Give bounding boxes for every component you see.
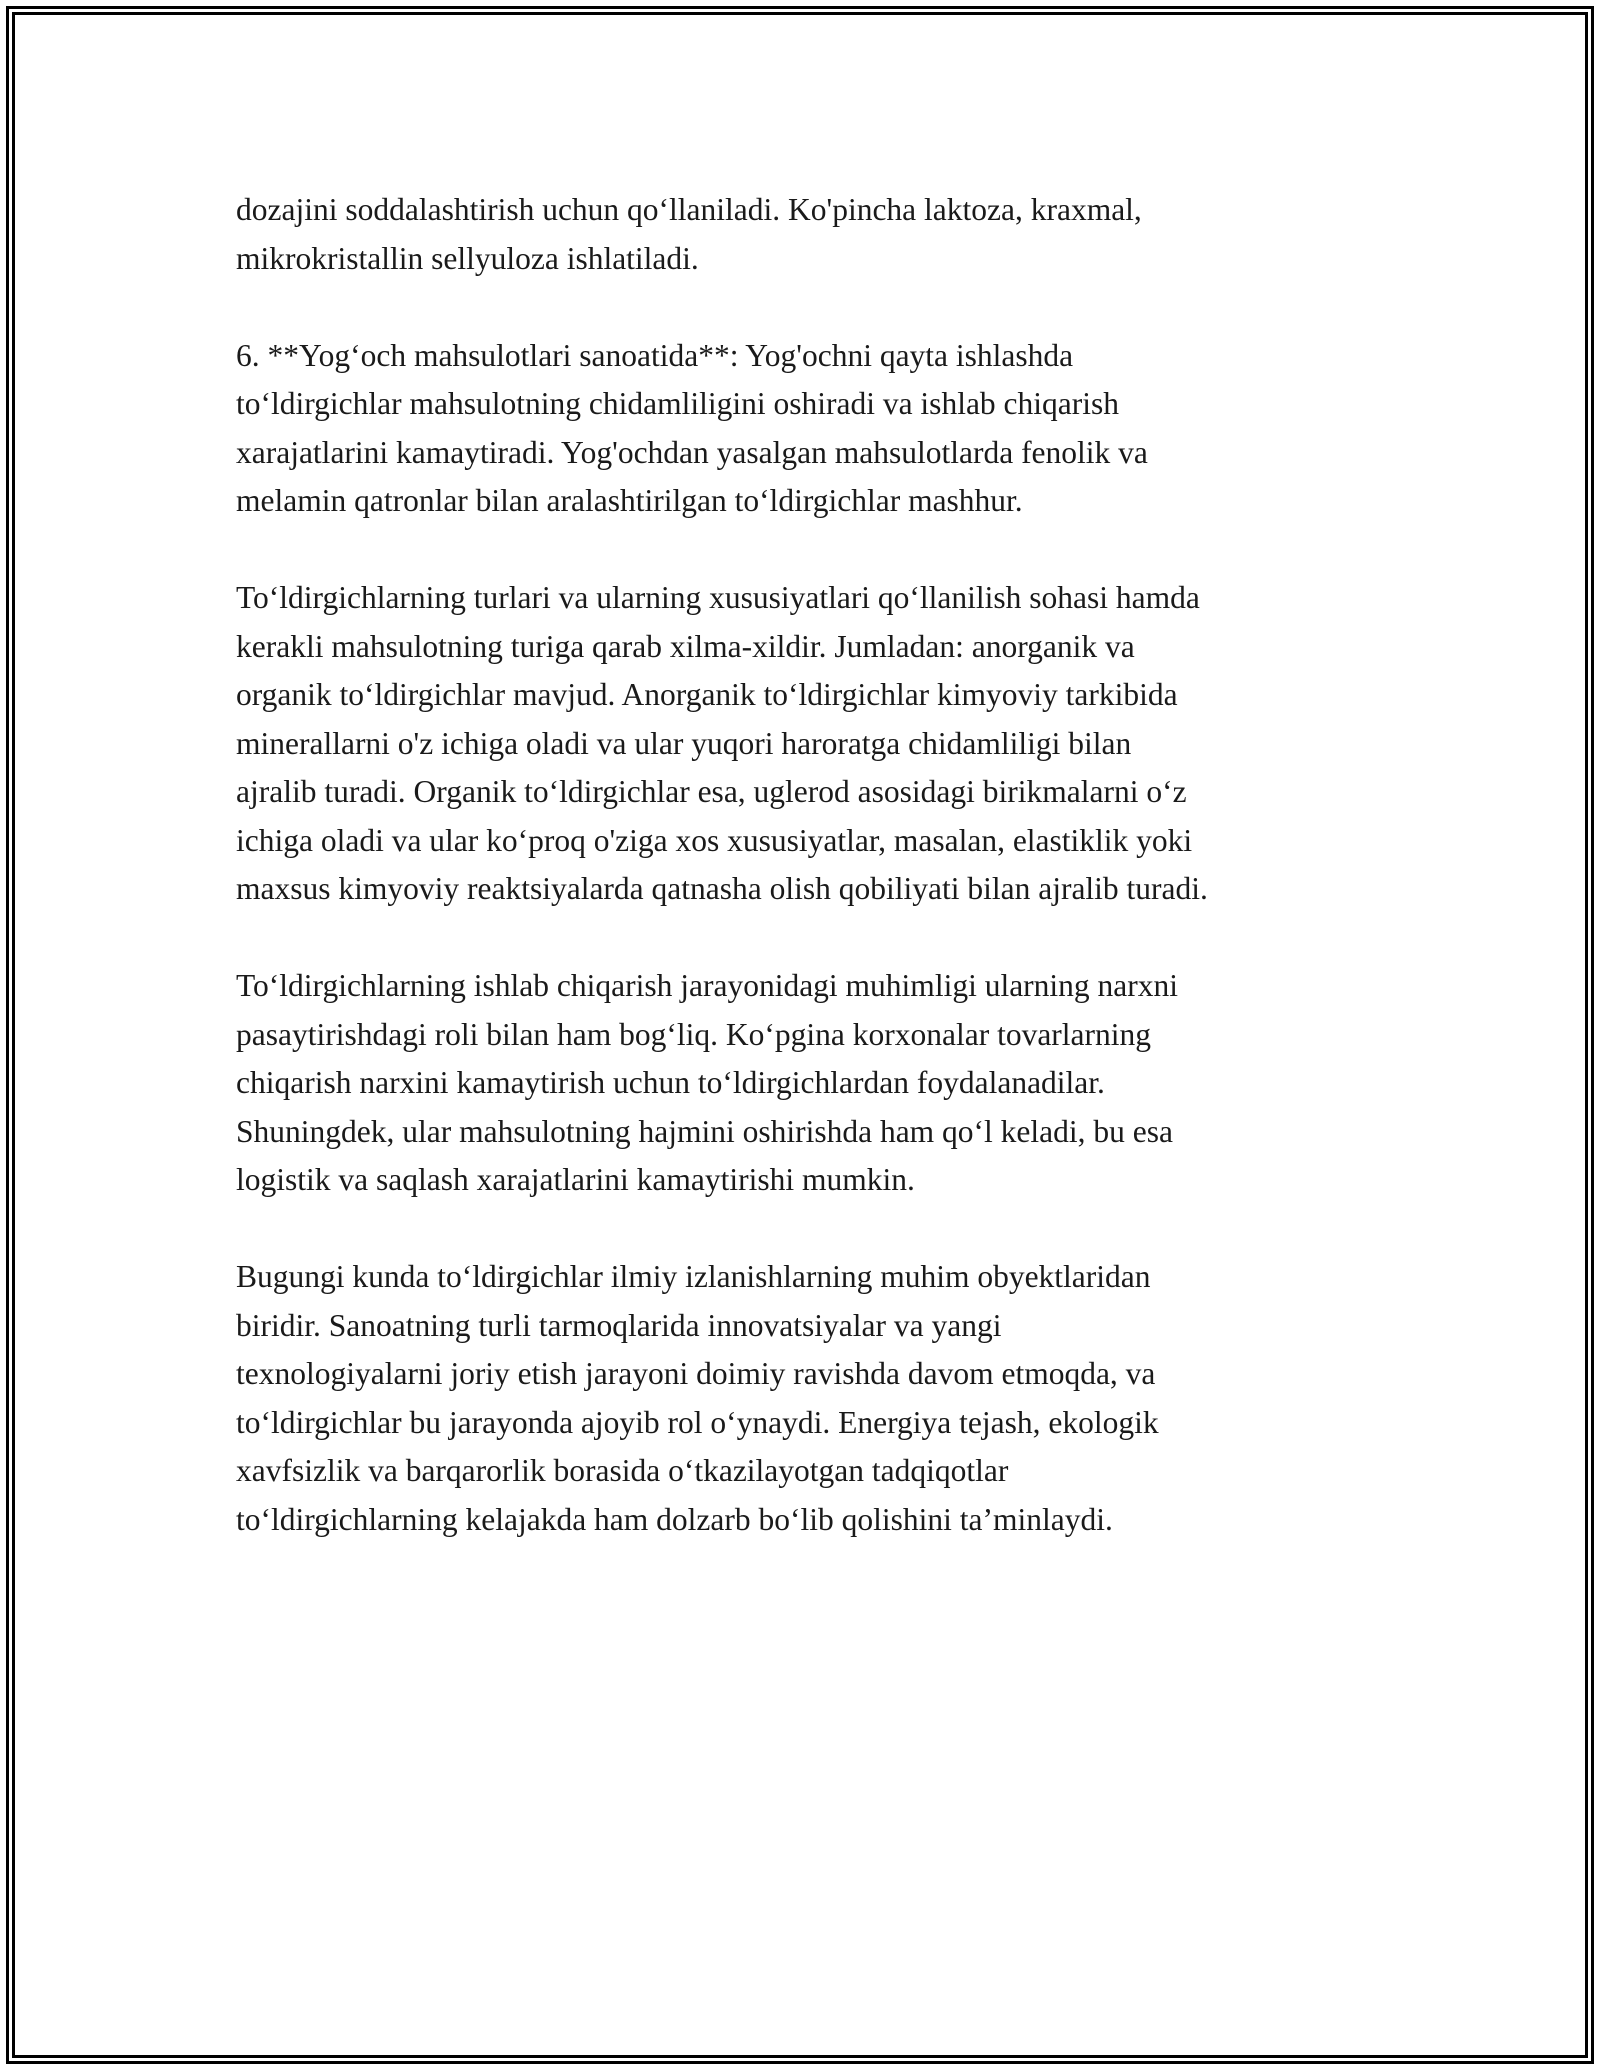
- text-line: to‘ldirgichlar mahsulotning chidamliligini oshiradi va ishlab chiqarish: [236, 386, 1120, 421]
- text-line: maxsus kimyoviy reaktsiyalarda qatnasha olish qobiliyati bilan ajralib turadi.: [236, 871, 1208, 906]
- document-body: [236, 186, 1386, 1593]
- text-line: Bugungi kunda to‘ldirgichlar ilmiy izlanishlarning muhim obyektlaridan: [236, 1259, 1151, 1294]
- text-line: texnologiyalarni joriy etish jarayoni doimiy ravishda davom etmoqda, va: [236, 1356, 1156, 1391]
- text-line: to‘ldirgichlarning kelajakda ham dolzarb bo‘lib qolishini ta’minlaydi.: [236, 1501, 1113, 1537]
- text-line: dozajini soddalashtirish uchun qo‘llaniladi. Ko'pincha laktoza, kraxmal,: [236, 192, 1142, 227]
- text-line: melamin qatronlar bilan aralashtirilgan to‘ldirgichlar mashhur.: [236, 483, 1023, 518]
- paragraph: [236, 186, 1386, 283]
- text-line: xarajatlarini kamaytiradi. Yog'ochdan yasalgan mahsulotlarda fenolik va: [236, 434, 1148, 470]
- text-line: ajralib turadi. Organik to‘ldirgichlar esa, uglerod asosidagi birikmalarni o‘z: [236, 774, 1187, 809]
- text-line: kerakli mahsulotning turiga qarab xilma-xildir. Jumladan: anorganik va: [236, 628, 1135, 664]
- text-line: mikrokristallin sellyuloza ishlatiladi.: [236, 240, 699, 276]
- text-line: organik to‘ldirgichlar mavjud. Anorganik to‘ldirgichlar kimyoviy tarkibida: [236, 677, 1178, 712]
- paragraph: [236, 962, 1386, 1205]
- text-line: To‘ldirgichlarning ishlab chiqarish jarayonidagi muhimligi ularning narxni: [236, 968, 1179, 1003]
- text-line: 6. **Yog‘och mahsulotlari sanoatida**: Yog'ochni qayta ishlashda: [236, 337, 1074, 373]
- paragraph: [236, 574, 1386, 914]
- text-line: to‘ldirgichlar bu jarayonda ajoyib rol o‘ynaydi. Energiya tejash, ekologik: [236, 1404, 1159, 1440]
- paragraph: [236, 332, 1386, 526]
- text-line: biridir. Sanoatning turli tarmoqlarida innovatsiyalar va yangi: [236, 1307, 1002, 1343]
- text-line: logistik va saqlash xarajatlarini kamaytirishi mumkin.: [236, 1162, 915, 1197]
- text-line: To‘ldirgichlarning turlari va ularning xususiyatlari qo‘llanilish sohasi hamda: [236, 580, 1200, 615]
- paragraph: [236, 1253, 1386, 1544]
- text-line: pasaytirishdagi roli bilan ham bog‘liq. Ko‘pgina korxonalar tovarlarning: [236, 1016, 1152, 1052]
- text-line: Shuningdek, ular mahsulotning hajmini oshirishda ham qo‘l keladi, bu esa: [236, 1113, 1173, 1149]
- text-line: xavfsizlik va barqarorlik borasida o‘tkazilayotgan tadqiqotlar: [236, 1453, 1009, 1488]
- text-line: ichiga oladi va ular ko‘proq o'ziga xos xususiyatlar, masalan, elastiklik yoki: [236, 822, 1193, 858]
- text-line: chiqarish narxini kamaytirish uchun to‘ldirgichlardan foydalanadilar.: [236, 1065, 1105, 1100]
- text-line: minerallarni o'z ichiga oladi va ular yuqori haroratga chidamliligi bilan: [236, 725, 1132, 761]
